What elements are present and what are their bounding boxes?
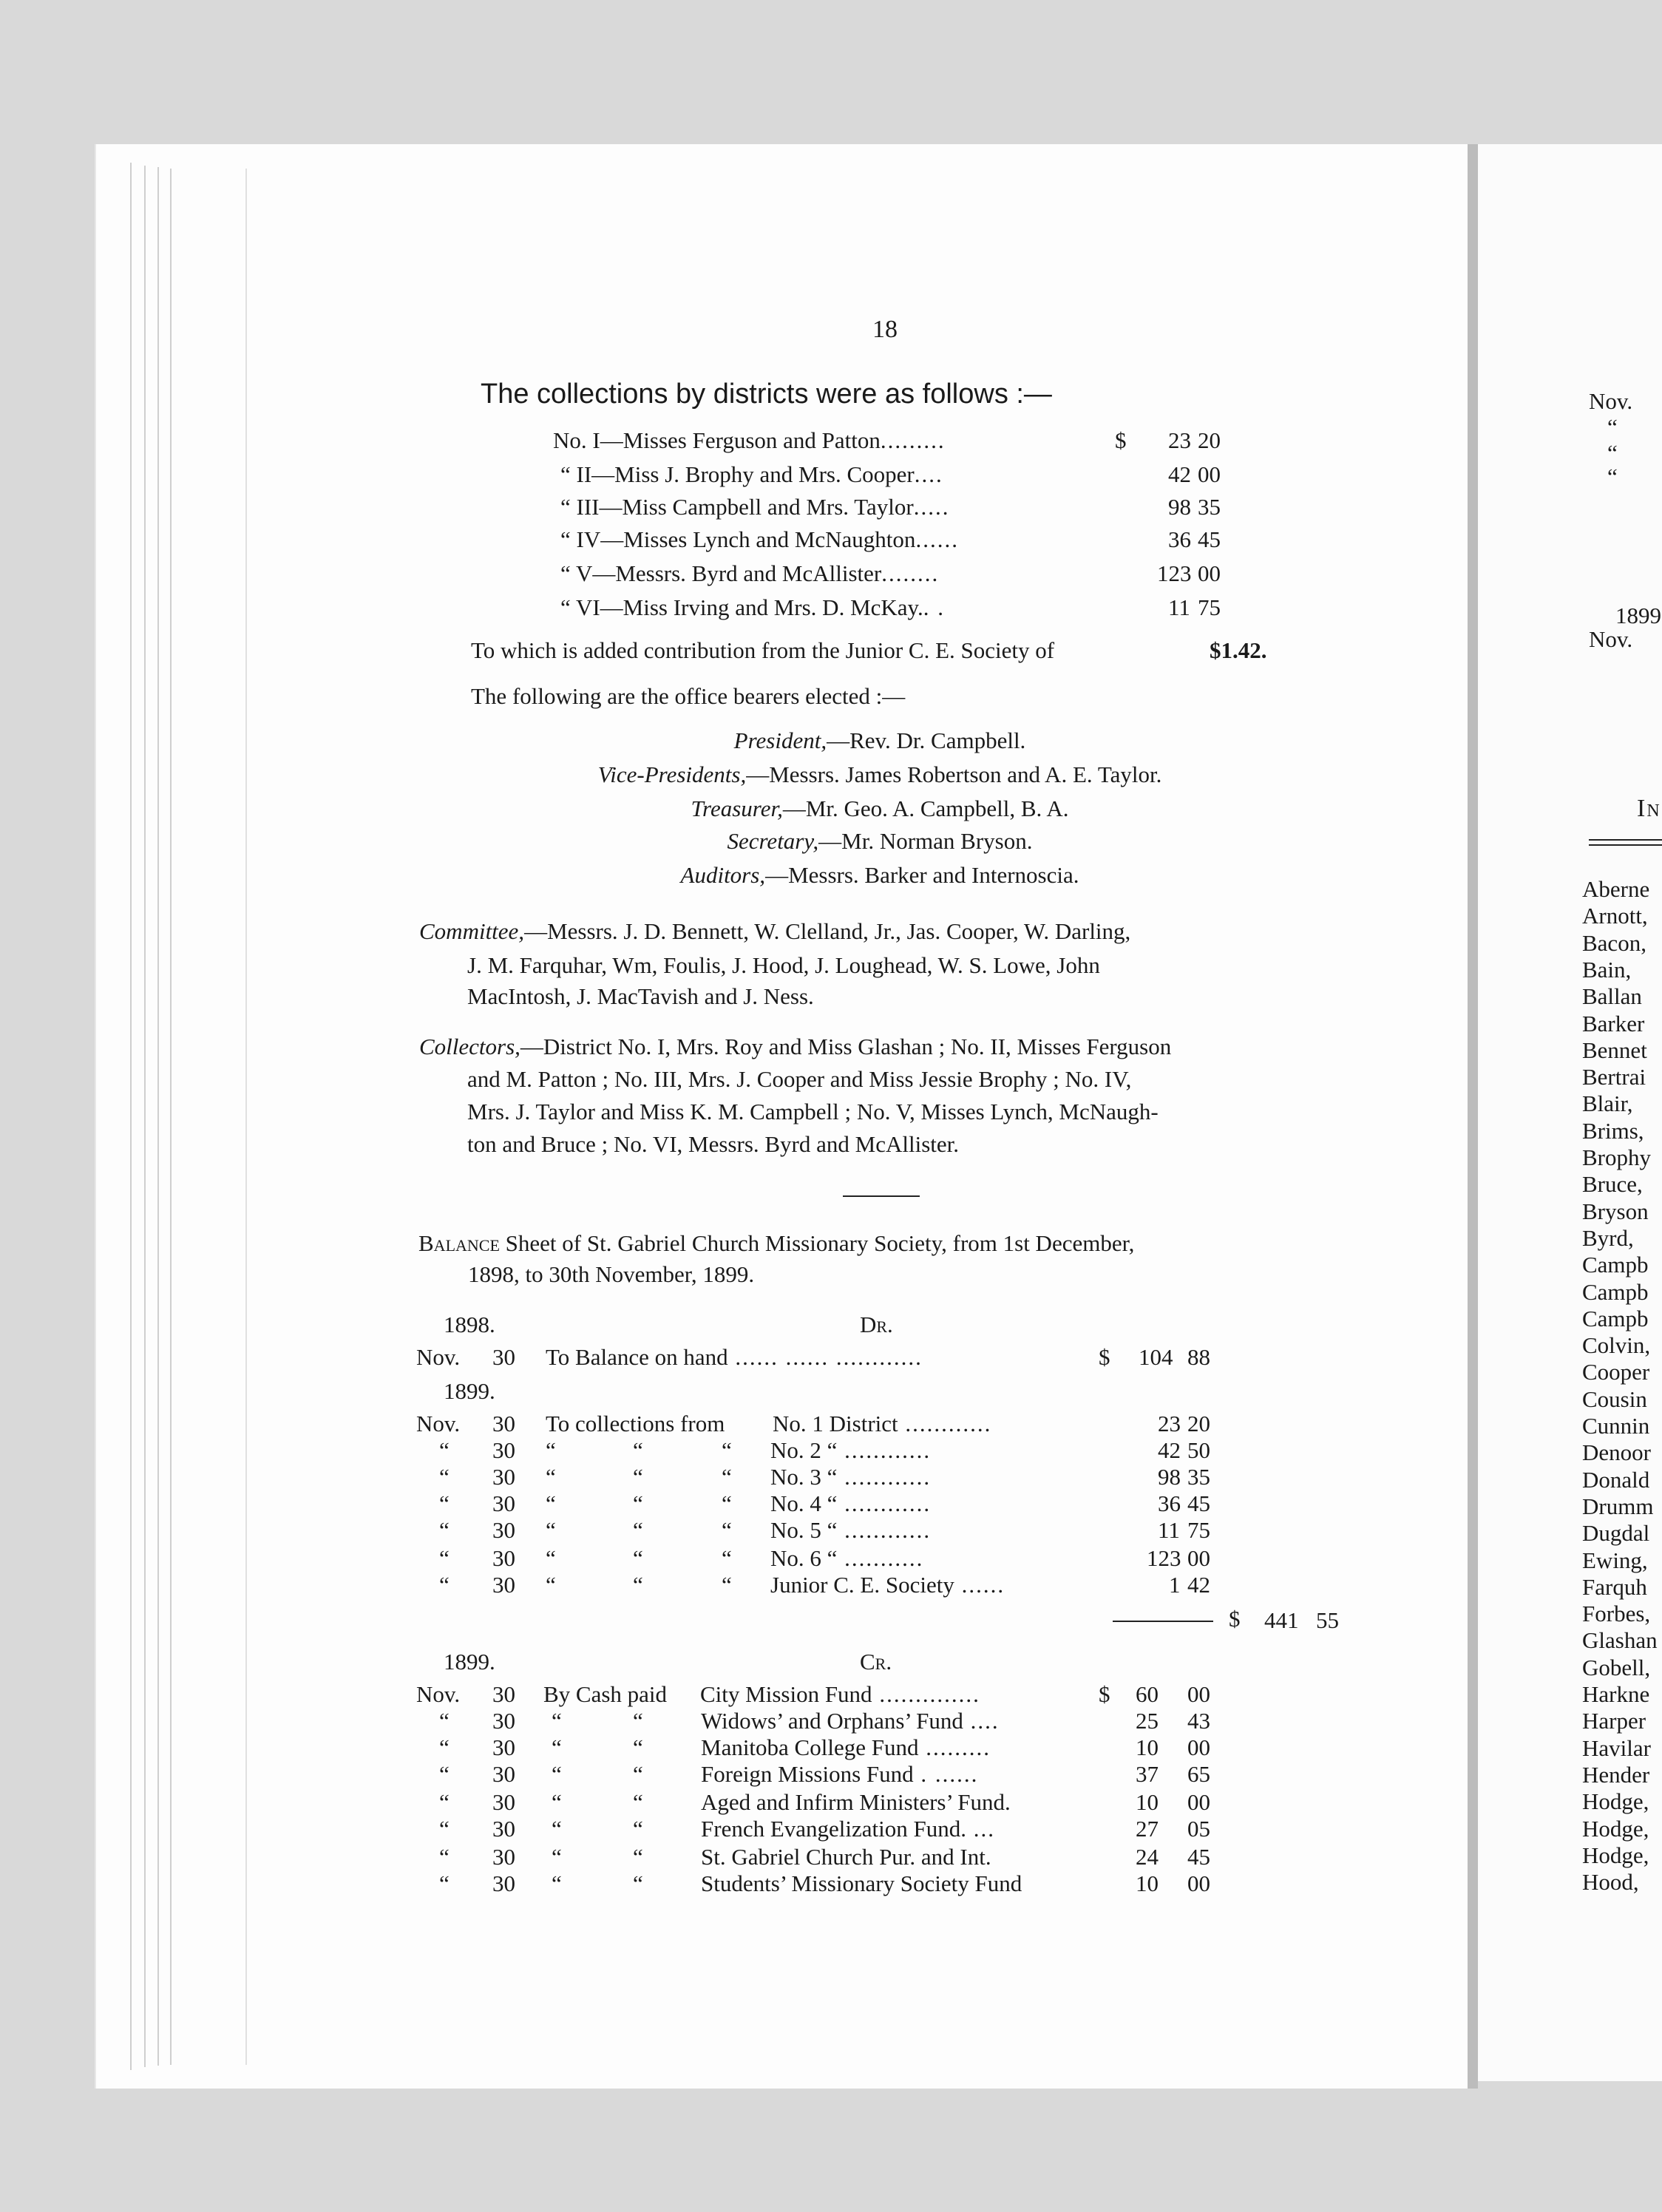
entry-dollars: 123 bbox=[1147, 1545, 1181, 1571]
collection-district: “ V—Messrs. Byrd and McAllister bbox=[560, 560, 882, 586]
date-month: “ bbox=[439, 1517, 450, 1543]
entry-dollars: 27 bbox=[1136, 1816, 1159, 1842]
page-number: 18 bbox=[872, 316, 898, 343]
entry-cents: 75 bbox=[1187, 1517, 1210, 1543]
entry-dollars: 11 bbox=[1158, 1517, 1180, 1543]
section-divider bbox=[843, 1195, 920, 1197]
committee-line-3: MacIntosh, J. MacTavish and J. Ness. bbox=[467, 983, 814, 1009]
balance-title-line-1 bbox=[418, 1230, 1134, 1257]
entry-cents: 00 bbox=[1187, 1734, 1210, 1760]
collection-cents: 20 bbox=[1198, 427, 1221, 453]
index-entry: Forbes, bbox=[1582, 1601, 1651, 1627]
index-entry: Gobell, bbox=[1582, 1654, 1651, 1680]
collection-district: No. I—Misses Ferguson and Patton bbox=[553, 427, 881, 453]
entry-dollars: 10 bbox=[1136, 1870, 1159, 1896]
entry-cents: 05 bbox=[1187, 1816, 1210, 1842]
right-page-month-ditto: “ bbox=[1607, 414, 1618, 440]
entry-label: City Mission Fund bbox=[700, 1681, 872, 1707]
collection-dollars: 11 bbox=[1168, 594, 1190, 620]
entry-ditto-1: “ bbox=[552, 1844, 562, 1870]
officer-title: Treasurer, bbox=[691, 795, 783, 821]
collection-dollars: 98 bbox=[1168, 494, 1191, 520]
entry-ditto-3: “ bbox=[722, 1545, 732, 1571]
date-day: 30 bbox=[492, 1789, 515, 1815]
committee-line-2: J. M. Farquhar, Wm, Foulis, J. Hood, J. Loughead, W. S. Lowe, John bbox=[467, 952, 1100, 978]
entry-ditto-2: “ bbox=[633, 1789, 643, 1815]
right-page-rule bbox=[1589, 839, 1662, 841]
leader-dots: .............. bbox=[872, 1681, 980, 1707]
total-rule bbox=[1113, 1621, 1213, 1622]
index-entry: Hodge, bbox=[1582, 1788, 1649, 1815]
entry-ditto-3: “ bbox=[722, 1437, 732, 1463]
index-entry: Blair, bbox=[1582, 1090, 1633, 1117]
officer-row bbox=[0, 795, 1662, 822]
date-day: 30 bbox=[492, 1708, 515, 1734]
entry-ditto-2: “ bbox=[633, 1545, 643, 1571]
entry-label: French Evangelization Fund. bbox=[701, 1816, 966, 1842]
officer-title: Secretary, bbox=[727, 828, 819, 854]
right-page-month: Nov. bbox=[1589, 626, 1633, 652]
entry-ditto-2: “ bbox=[633, 1490, 643, 1516]
leader-dots: . . bbox=[923, 594, 946, 620]
officers-intro: The following are the office bearers elected :— bbox=[471, 683, 906, 709]
entry-cents: 42 bbox=[1187, 1572, 1210, 1598]
leader-dots: ............ bbox=[837, 1490, 932, 1516]
entry-label: No. 2 “ bbox=[770, 1437, 838, 1463]
entry-cents: 43 bbox=[1187, 1708, 1210, 1734]
entry-dollars: 98 bbox=[1158, 1464, 1181, 1490]
date-day: 30 bbox=[492, 1761, 515, 1787]
collection-row bbox=[560, 560, 939, 587]
collection-district: “ II—Miss J. Brophy and Mrs. Cooper bbox=[560, 461, 915, 487]
balance-title-smallcaps: Balance bbox=[418, 1230, 500, 1256]
officer-name: —Rev. Dr. Campbell. bbox=[827, 727, 1026, 753]
date-month: “ bbox=[439, 1708, 450, 1734]
index-entry: Bruce, bbox=[1582, 1171, 1643, 1198]
entry-description bbox=[701, 1870, 1022, 1897]
index-entry: Hood, bbox=[1582, 1869, 1639, 1896]
entry-label: To Balance on hand bbox=[546, 1344, 728, 1370]
entry-ditto-1: By Cash paid bbox=[543, 1681, 668, 1707]
leader-dots: ........... bbox=[837, 1545, 924, 1571]
entry-ditto-3: “ bbox=[722, 1517, 732, 1543]
collectors-line-2: and M. Patton ; No. III, Mrs. J. Cooper and Miss Jessie Brophy ; No. IV, bbox=[467, 1066, 1132, 1092]
entry-label: No. 5 “ bbox=[770, 1517, 838, 1543]
entry-cents: 35 bbox=[1187, 1464, 1210, 1490]
entry-cents: 45 bbox=[1187, 1490, 1210, 1516]
date-day: 30 bbox=[492, 1464, 515, 1490]
index-entry: Harkne bbox=[1582, 1681, 1650, 1707]
entry-label: Manitoba College Fund bbox=[701, 1734, 919, 1760]
entry-ditto-1: To collections from bbox=[546, 1411, 725, 1436]
index-entry: Brims, bbox=[1582, 1117, 1644, 1144]
date-day: 30 bbox=[492, 1490, 515, 1516]
entry-ditto-1: “ bbox=[552, 1734, 562, 1760]
entry-ditto-2: “ bbox=[633, 1708, 643, 1734]
collection-row bbox=[553, 427, 946, 454]
committee-text: —Messrs. J. D. Bennett, W. Clelland, Jr., Jas. Cooper, W. Darling, bbox=[524, 918, 1131, 944]
index-entry: Cooper bbox=[1582, 1359, 1650, 1385]
entry-dollars: 10 bbox=[1136, 1734, 1159, 1760]
index-entry: Harper bbox=[1582, 1708, 1646, 1734]
right-page-year: 1899 bbox=[1615, 603, 1661, 628]
leader-dots: ............ bbox=[898, 1411, 992, 1436]
leader-dots: ........ bbox=[881, 560, 940, 586]
index-entry: Denoor bbox=[1582, 1439, 1651, 1466]
entry-label: Junior C. E. Society bbox=[770, 1572, 954, 1598]
leader-dots: .... bbox=[914, 461, 943, 487]
credit-heading: Cr. bbox=[860, 1649, 892, 1675]
index-entry: Bennet bbox=[1582, 1037, 1647, 1063]
date-day: 30 bbox=[492, 1572, 515, 1598]
officer-name: —Mr. Norman Bryson. bbox=[818, 828, 1033, 854]
collection-cents: 35 bbox=[1198, 494, 1221, 520]
junior-contribution-text: To which is added contribution from the Junior C. E. Society of bbox=[471, 637, 1055, 663]
debit-heading: Dr. bbox=[860, 1312, 893, 1337]
entry-cents: 88 bbox=[1187, 1344, 1210, 1370]
entry-ditto-3: “ bbox=[722, 1572, 732, 1598]
index-entry: Byrd, bbox=[1582, 1224, 1634, 1251]
leader-dots: ............ bbox=[837, 1437, 932, 1463]
collection-row bbox=[560, 526, 959, 553]
balance-title-line-2: 1898, to 30th November, 1899. bbox=[468, 1261, 755, 1287]
date-month: “ bbox=[439, 1734, 450, 1760]
date-day: 30 bbox=[492, 1870, 515, 1896]
index-entry: Campb bbox=[1582, 1278, 1649, 1305]
collectors-line-4: ton and Bruce ; No. VI, Messrs. Byrd and McAllister. bbox=[467, 1131, 959, 1157]
entry-dollar-sign: $ bbox=[1099, 1344, 1110, 1370]
leader-dots: ...... bbox=[954, 1572, 1005, 1598]
collectors-line-3: Mrs. J. Taylor and Miss K. M. Campbell ; No. V, Misses Lynch, McNaugh- bbox=[467, 1099, 1159, 1124]
date-month: Nov. bbox=[416, 1344, 461, 1370]
right-page-month-ditto: “ bbox=[1607, 464, 1618, 489]
collection-district: “ IV—Misses Lynch and McNaughton bbox=[560, 526, 916, 552]
collection-dollars: 36 bbox=[1168, 526, 1191, 552]
entry-ditto-1: “ bbox=[546, 1572, 556, 1598]
collection-dollars: 123 bbox=[1157, 560, 1192, 586]
entry-label: Widows’ and Orphans’ Fund bbox=[701, 1708, 963, 1734]
entry-ditto-2: “ bbox=[633, 1870, 643, 1896]
entry-description bbox=[701, 1761, 978, 1788]
leader-dots: ..... bbox=[913, 494, 950, 520]
entry-ditto-3: “ bbox=[722, 1464, 732, 1490]
entry-cents: 00 bbox=[1187, 1789, 1210, 1815]
date-month: “ bbox=[439, 1789, 450, 1815]
index-entry: Colvin, bbox=[1582, 1332, 1651, 1359]
total-dollars: 441 bbox=[1264, 1607, 1299, 1633]
index-entry: Arnott, bbox=[1582, 903, 1648, 929]
entry-description bbox=[770, 1572, 1005, 1598]
collection-cents: 00 bbox=[1198, 560, 1221, 586]
index-entry: Bain, bbox=[1582, 956, 1632, 983]
officer-name: —Messrs. James Robertson and A. E. Taylor. bbox=[746, 761, 1162, 787]
date-day: 30 bbox=[492, 1344, 515, 1370]
entry-ditto-1: “ bbox=[546, 1437, 556, 1463]
entry-dollars: 25 bbox=[1136, 1708, 1159, 1734]
index-entry: Ewing, bbox=[1582, 1547, 1648, 1573]
index-entry: Bacon, bbox=[1582, 929, 1646, 956]
index-entry: Farquh bbox=[1582, 1573, 1647, 1600]
leader-dots: ...... ...... ............ bbox=[727, 1344, 923, 1370]
entry-description bbox=[546, 1344, 923, 1371]
entry-label: No. 3 “ bbox=[770, 1464, 838, 1490]
index-entry: Campb bbox=[1582, 1252, 1649, 1278]
entry-dollars: 23 bbox=[1158, 1411, 1181, 1436]
officer-row bbox=[0, 828, 1662, 855]
right-page-month-ditto: “ bbox=[1607, 440, 1618, 466]
entry-label: Foreign Missions Fund bbox=[701, 1761, 914, 1787]
index-entry: Dugdal bbox=[1582, 1520, 1650, 1547]
entry-ditto-1: “ bbox=[546, 1545, 556, 1571]
index-entry: Hodge, bbox=[1582, 1815, 1649, 1842]
collection-cents: 75 bbox=[1198, 594, 1221, 620]
book-spine bbox=[1468, 144, 1478, 2089]
entry-ditto-2: “ bbox=[633, 1437, 643, 1463]
index-entry: Donald bbox=[1582, 1466, 1650, 1493]
entry-cents: 65 bbox=[1187, 1761, 1210, 1787]
right-page-month-ditto: Nov. bbox=[1589, 388, 1633, 414]
entry-description bbox=[701, 1708, 1000, 1734]
entry-ditto-1: “ bbox=[546, 1517, 556, 1543]
date-month: “ bbox=[439, 1572, 450, 1598]
index-entry: Bryson bbox=[1582, 1198, 1649, 1224]
entry-description bbox=[770, 1517, 931, 1544]
leader-dots: .... bbox=[963, 1708, 1000, 1734]
entry-ditto-2: “ bbox=[633, 1517, 643, 1543]
entry-label: St. Gabriel Church Pur. and Int. bbox=[701, 1844, 991, 1870]
entry-ditto-2: “ bbox=[633, 1816, 643, 1842]
collection-row bbox=[560, 461, 943, 488]
collectors-line-1 bbox=[419, 1034, 1171, 1060]
index-entry: Bertrai bbox=[1582, 1064, 1646, 1090]
date-day: 30 bbox=[492, 1411, 515, 1436]
year-1899-dr: 1899. bbox=[444, 1378, 495, 1404]
committee-title: Committee, bbox=[419, 918, 525, 944]
entry-dollars: 36 bbox=[1158, 1490, 1181, 1516]
entry-description bbox=[700, 1681, 980, 1708]
collection-cents: 45 bbox=[1198, 526, 1221, 552]
date-month: Nov. bbox=[416, 1411, 461, 1436]
junior-contribution-amount: $1.42. bbox=[1210, 637, 1267, 663]
total-dollar: $ bbox=[1229, 1606, 1241, 1632]
date-day: 30 bbox=[492, 1734, 515, 1760]
leader-dots: . ...... bbox=[913, 1761, 979, 1787]
index-entry: Ballan bbox=[1582, 983, 1642, 1010]
entry-cents: 50 bbox=[1187, 1437, 1210, 1463]
leader-dots: ... bbox=[966, 1816, 995, 1842]
entry-dollars: 42 bbox=[1158, 1437, 1181, 1463]
index-entry: Hender bbox=[1582, 1761, 1650, 1788]
balance-title-rest: Sheet of St. Gabriel Church Missionary Society, from 1st December, bbox=[499, 1230, 1135, 1256]
entry-cents: 00 bbox=[1187, 1545, 1210, 1571]
page-stack-edge bbox=[170, 169, 247, 2065]
entry-ditto-2: “ bbox=[633, 1734, 643, 1760]
index-entry: Drumm bbox=[1582, 1493, 1654, 1519]
date-month: “ bbox=[439, 1437, 450, 1463]
officer-title: President, bbox=[733, 727, 827, 753]
entry-label: Students’ Missionary Society Fund bbox=[701, 1870, 1022, 1896]
leader-dots: ......... bbox=[880, 427, 946, 453]
entry-ditto-1: “ bbox=[552, 1789, 562, 1815]
officer-name: —Messrs. Barker and Internoscia. bbox=[765, 862, 1079, 888]
entry-dollars: 10 bbox=[1136, 1789, 1159, 1815]
index-entry: Hodge, bbox=[1582, 1842, 1649, 1868]
index-entry: Aberne bbox=[1582, 876, 1650, 902]
entry-dollars: 24 bbox=[1136, 1844, 1159, 1870]
entry-cents: 45 bbox=[1187, 1844, 1210, 1870]
collection-row bbox=[560, 494, 949, 520]
officer-row bbox=[0, 727, 1662, 754]
date-month: “ bbox=[439, 1464, 450, 1490]
committee-line-1 bbox=[419, 918, 1130, 945]
entry-dollars: 60 bbox=[1136, 1681, 1159, 1707]
entry-description bbox=[701, 1734, 991, 1761]
collection-cents: 00 bbox=[1198, 461, 1221, 487]
index-entry: Brophy bbox=[1582, 1144, 1651, 1170]
index-entry: Cousin bbox=[1582, 1385, 1647, 1412]
entry-description bbox=[770, 1545, 923, 1572]
collectors-text: —District No. I, Mrs. Roy and Miss Glashan ; No. II, Misses Ferguson bbox=[520, 1034, 1172, 1059]
entry-ditto-1: “ bbox=[552, 1708, 562, 1734]
index-entry: Cunnin bbox=[1582, 1413, 1650, 1439]
officer-row bbox=[0, 862, 1662, 889]
entry-description bbox=[770, 1464, 931, 1490]
entry-label: Aged and Infirm Ministers’ Fund. bbox=[701, 1789, 1011, 1815]
year-1898: 1898. bbox=[444, 1312, 495, 1337]
right-page-heading: In bbox=[1637, 795, 1661, 822]
officer-row bbox=[0, 761, 1662, 788]
collection-row bbox=[560, 594, 945, 621]
entry-description bbox=[701, 1816, 995, 1842]
date-day: 30 bbox=[492, 1844, 515, 1870]
leader-dots: ...... bbox=[915, 526, 959, 552]
entry-ditto-2: “ bbox=[633, 1761, 643, 1787]
entry-ditto-3: “ bbox=[722, 1490, 732, 1516]
collection-dollar-sign: $ bbox=[1115, 427, 1127, 453]
entry-dollars: 37 bbox=[1136, 1761, 1159, 1787]
officer-name: —Mr. Geo. A. Campbell, B. A. bbox=[782, 795, 1069, 821]
entry-description bbox=[770, 1437, 931, 1464]
collections-heading: The collections by districts were as follows :— bbox=[481, 379, 1052, 410]
total-cents: 55 bbox=[1316, 1607, 1339, 1633]
date-day: 30 bbox=[492, 1681, 515, 1707]
date-month: “ bbox=[439, 1761, 450, 1787]
leader-dots: ............ bbox=[837, 1464, 932, 1490]
date-day: 30 bbox=[492, 1437, 515, 1463]
officer-title: Vice-Presidents, bbox=[597, 761, 747, 787]
entry-description bbox=[770, 1490, 931, 1517]
date-day: 30 bbox=[492, 1517, 515, 1543]
entry-ditto-1: “ bbox=[552, 1761, 562, 1787]
collection-dollars: 42 bbox=[1168, 461, 1191, 487]
year-1899-cr: 1899. bbox=[444, 1649, 495, 1675]
entry-ditto-2: “ bbox=[633, 1844, 643, 1870]
entry-ditto-2: “ bbox=[633, 1464, 643, 1490]
index-entry: Havilar bbox=[1582, 1734, 1651, 1761]
entry-dollar-sign: $ bbox=[1099, 1681, 1110, 1707]
entry-description bbox=[773, 1411, 991, 1437]
entry-ditto-2: “ bbox=[633, 1572, 643, 1598]
entry-ditto-1: “ bbox=[552, 1870, 562, 1896]
collection-district: “ III—Miss Campbell and Mrs. Taylor bbox=[560, 494, 914, 520]
collectors-title: Collectors, bbox=[419, 1034, 520, 1059]
entry-dollars: 104 bbox=[1139, 1344, 1173, 1370]
entry-cents: 20 bbox=[1187, 1411, 1210, 1436]
entry-description bbox=[701, 1844, 991, 1870]
entry-ditto-1: “ bbox=[546, 1464, 556, 1490]
leader-dots: ............ bbox=[837, 1517, 932, 1543]
date-day: 30 bbox=[492, 1816, 515, 1842]
date-month: “ bbox=[439, 1844, 450, 1870]
date-month: “ bbox=[439, 1870, 450, 1896]
entry-ditto-1: “ bbox=[546, 1490, 556, 1516]
date-month: “ bbox=[439, 1545, 450, 1571]
date-month: Nov. bbox=[416, 1681, 461, 1707]
entry-cents: 00 bbox=[1187, 1681, 1210, 1707]
entry-ditto-1: “ bbox=[552, 1816, 562, 1842]
date-day: 30 bbox=[492, 1545, 515, 1571]
officer-title: Auditors, bbox=[680, 862, 766, 888]
entry-label: No. 1 District bbox=[773, 1411, 898, 1436]
date-month: “ bbox=[439, 1490, 450, 1516]
entry-label: No. 6 “ bbox=[770, 1545, 838, 1571]
right-page-rule bbox=[1589, 844, 1662, 846]
leader-dots: ......... bbox=[918, 1734, 991, 1760]
entry-cents: 00 bbox=[1187, 1870, 1210, 1896]
right-page bbox=[1478, 144, 1662, 2081]
collection-district: “ VI—Miss Irving and Mrs. D. McKay. bbox=[560, 594, 923, 620]
entry-label: No. 4 “ bbox=[770, 1490, 838, 1516]
index-entry: Glashan bbox=[1582, 1627, 1658, 1654]
collection-dollars: 23 bbox=[1168, 427, 1191, 453]
index-entry: Barker bbox=[1582, 1010, 1645, 1037]
entry-description bbox=[701, 1789, 1011, 1816]
date-month: “ bbox=[439, 1816, 450, 1842]
entry-dollars: 1 bbox=[1169, 1572, 1181, 1598]
index-entry: Campb bbox=[1582, 1305, 1649, 1331]
